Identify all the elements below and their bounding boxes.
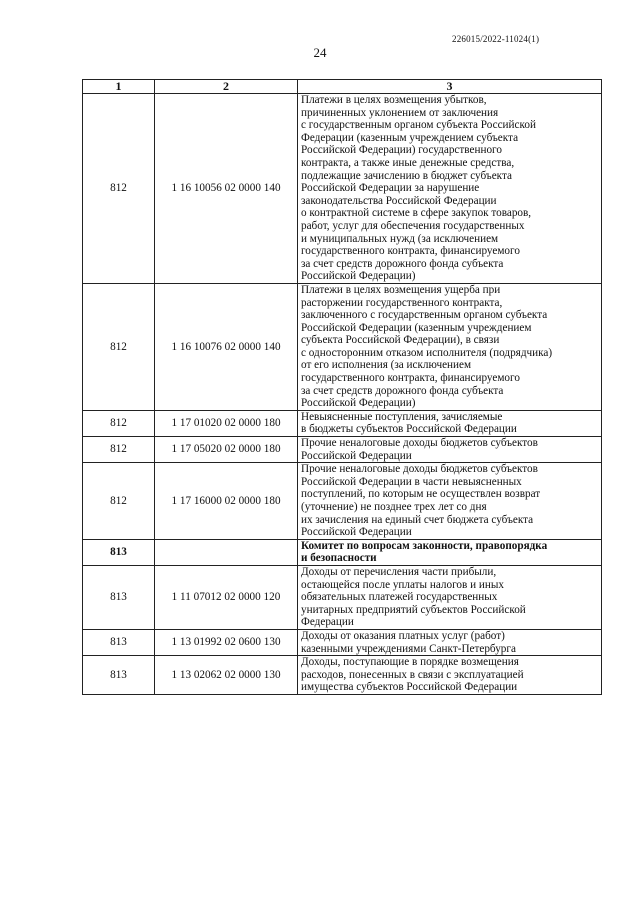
table-row bbox=[83, 410, 602, 436]
description-line: Невыясненные поступления, зачисляемые bbox=[301, 410, 503, 423]
description-line: унитарных предприятий субъектов Российской bbox=[301, 603, 526, 616]
description-line: причиненных уклонением от заключения bbox=[301, 106, 499, 119]
description-line: остающейся после уплаты налогов и иных bbox=[301, 578, 504, 591]
description-line: расторжении государственного контракта, bbox=[301, 296, 503, 309]
revenue-code-cell: 1 16 10076 02 0000 140 bbox=[155, 283, 298, 410]
revenue-code-cell: 1 17 05020 02 0000 180 bbox=[155, 437, 298, 463]
description-line: Российской Федерации за нарушение bbox=[301, 182, 480, 195]
description-line: Прочие неналоговые доходы бюджетов субъектов bbox=[301, 463, 538, 476]
administrator-code-cell: 812 bbox=[83, 283, 155, 410]
description-line: и безопасности bbox=[301, 552, 377, 565]
revenue-code-cell: 1 13 02062 02 0000 130 bbox=[155, 656, 298, 695]
description-line: заключенного с государственным органом субъекта bbox=[301, 309, 548, 322]
description-line: их зачисления на единый счет бюджета субъекта bbox=[301, 513, 534, 526]
description-line: в бюджеты субъектов Российской Федерации bbox=[301, 423, 517, 436]
administrator-code-cell: 812 bbox=[83, 94, 155, 284]
description-line: с государственным органом субъекта Российской bbox=[301, 119, 536, 132]
description-cell bbox=[298, 437, 602, 463]
description-line: за счет средств дорожного фонда субъекта bbox=[301, 257, 504, 270]
table-body bbox=[83, 94, 602, 695]
description-line: государственного контракта, финансируемого bbox=[301, 245, 520, 258]
description-line: Платежи в целях возмещения ущерба при bbox=[301, 283, 501, 296]
description-line: Российской Федерации) bbox=[301, 270, 416, 283]
document-registration-number: 226015/2022-11024(1) bbox=[452, 34, 540, 44]
description-line: Российской Федерации bbox=[301, 449, 412, 462]
description-line: Доходы, поступающие в порядке возмещения bbox=[301, 656, 519, 669]
page-number: 24 bbox=[313, 45, 327, 60]
description-cell bbox=[298, 463, 602, 540]
description-line: государственного контракта, финансируемого bbox=[301, 372, 520, 385]
description-line: Платежи в целях возмещения убытков, bbox=[301, 94, 487, 106]
description-line: обязательных платежей государственных bbox=[301, 591, 498, 604]
revenue-code-cell: 1 13 01992 02 0600 130 bbox=[155, 629, 298, 655]
administrator-code-cell: 813 bbox=[83, 565, 155, 629]
revenue-codes-table bbox=[82, 79, 602, 695]
description-line: с односторонним отказом исполнителя (подрядчика) bbox=[301, 346, 553, 359]
description-line: субъекта Российской Федерации), в связи bbox=[301, 334, 500, 347]
column-number-row bbox=[83, 80, 602, 94]
revenue-code-cell: 1 16 10056 02 0000 140 bbox=[155, 94, 298, 284]
administrator-code-cell: 813 bbox=[83, 539, 155, 565]
description-cell bbox=[298, 565, 602, 629]
revenue-code-cell bbox=[155, 539, 298, 565]
description-line: Российской Федерации) государственного bbox=[301, 144, 502, 157]
description-line: Федерации (казенным учреждением субъекта bbox=[301, 131, 519, 144]
section-header-row bbox=[83, 539, 602, 565]
description-line: законодательства Российской Федерации bbox=[301, 194, 497, 207]
description-line: Российской Федерации) bbox=[301, 397, 416, 410]
table-row bbox=[83, 94, 602, 284]
table-header bbox=[83, 80, 602, 94]
column-header-3: 3 bbox=[298, 80, 602, 94]
administrator-code-cell: 812 bbox=[83, 410, 155, 436]
table-row bbox=[83, 437, 602, 463]
description-line: Доходы от перечисления части прибыли, bbox=[301, 565, 497, 578]
administrator-code-cell: 813 bbox=[83, 629, 155, 655]
section-title-cell bbox=[298, 539, 602, 565]
description-line: казенными учреждениями Санкт-Петербурга bbox=[301, 642, 516, 655]
revenue-code-cell: 1 17 16000 02 0000 180 bbox=[155, 463, 298, 540]
description-cell bbox=[298, 656, 602, 695]
description-line: и муниципальных нужд (за исключением bbox=[301, 232, 499, 245]
column-header-1: 1 bbox=[83, 80, 155, 94]
description-line: за счет средств дорожного фонда субъекта bbox=[301, 384, 504, 397]
description-line: (уточнение) не позднее трех лет со дня bbox=[301, 501, 487, 513]
description-cell bbox=[298, 629, 602, 655]
table-row bbox=[83, 463, 602, 540]
description-line: Российской Федерации (казенным учреждением bbox=[301, 321, 532, 334]
description-line: расходов, понесенных в связи с эксплуатацией bbox=[301, 668, 524, 681]
description-line: имущества субъектов Российской Федерации bbox=[301, 681, 518, 694]
description-cell bbox=[298, 283, 602, 410]
table-row bbox=[83, 565, 602, 629]
description-line: контракта, а также иные денежные средства, bbox=[301, 156, 515, 169]
administrator-code-cell: 812 bbox=[83, 463, 155, 540]
description-line: работ, услуг для обеспечения государственных bbox=[301, 219, 525, 232]
description-line: Прочие неналоговые доходы бюджетов субъектов bbox=[301, 437, 538, 450]
description-line: подлежащие зачислению в бюджет субъекта bbox=[301, 169, 512, 182]
description-cell bbox=[298, 410, 602, 436]
column-header-2: 2 bbox=[155, 80, 298, 94]
description-line: поступлений, по которым не осуществлен возврат bbox=[301, 488, 541, 501]
revenue-code-cell: 1 17 01020 02 0000 180 bbox=[155, 410, 298, 436]
table-row bbox=[83, 656, 602, 695]
description-line: Комитет по вопросам законности, правопорядка bbox=[301, 539, 548, 552]
description-line: о контрактной системе в сфере закупок товаров, bbox=[301, 207, 532, 220]
description-line: Российской Федерации в части невыясненных bbox=[301, 475, 522, 488]
description-line: Федерации bbox=[301, 616, 354, 629]
description-line: Доходы от оказания платных услуг (работ) bbox=[301, 629, 505, 642]
revenue-code-cell: 1 11 07012 02 0000 120 bbox=[155, 565, 298, 629]
administrator-code-cell: 813 bbox=[83, 656, 155, 695]
description-cell bbox=[298, 94, 602, 284]
description-line: от его исполнения (за исключением bbox=[301, 359, 472, 372]
administrator-code-cell: 812 bbox=[83, 437, 155, 463]
table-row bbox=[83, 283, 602, 410]
table-row bbox=[83, 629, 602, 655]
description-line: Российской Федерации bbox=[301, 526, 412, 539]
